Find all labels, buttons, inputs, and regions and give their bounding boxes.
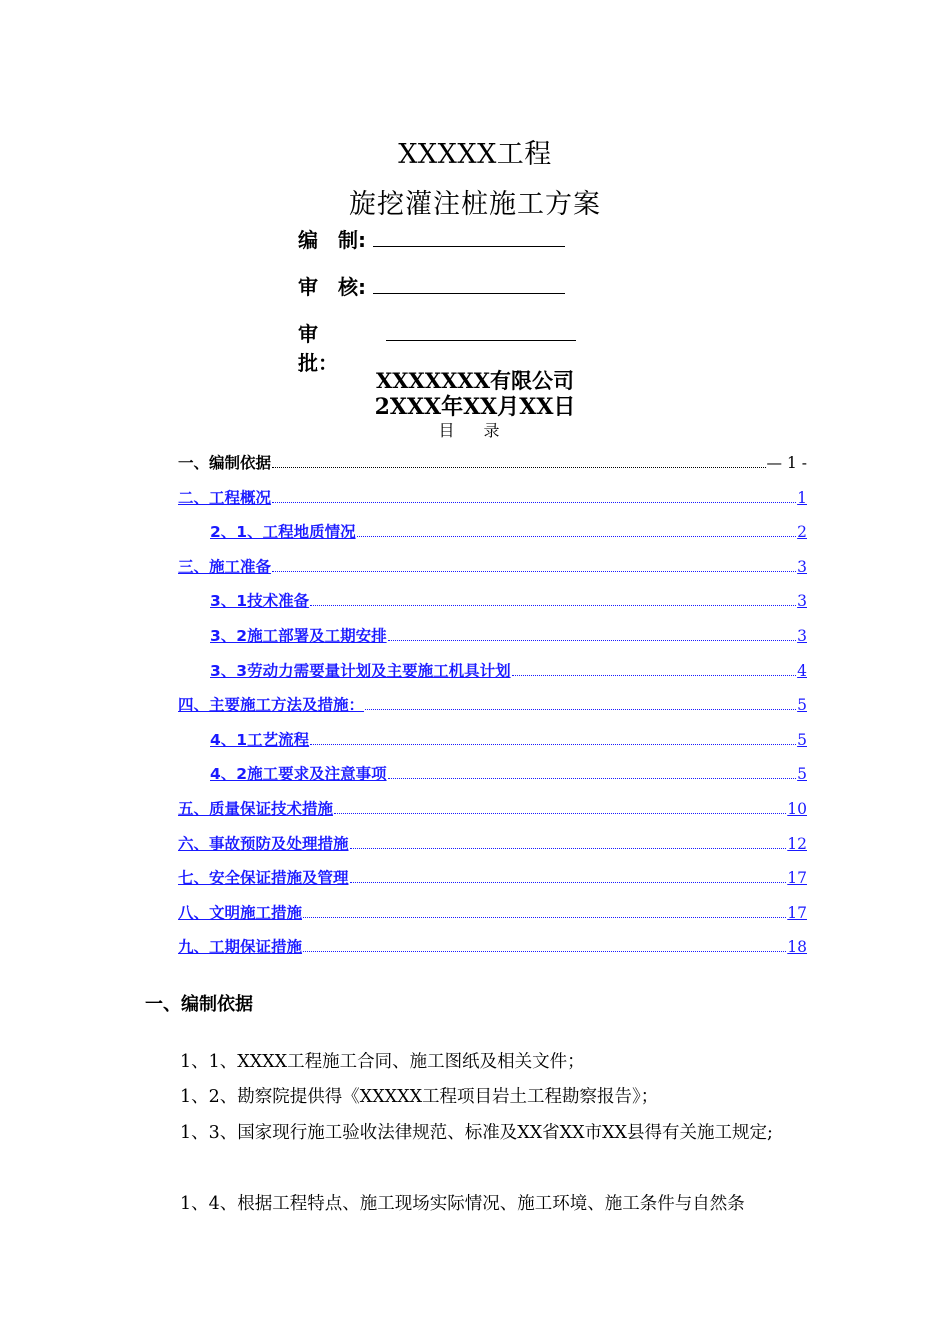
plan-title: 旋挖灌注桩施工方案 [349, 189, 601, 220]
toc-entry-title: 三、施工准备 [178, 557, 272, 576]
section-heading: 一、编制依据 [145, 994, 253, 1015]
toc-entry-title: 二、工程概况 [178, 488, 272, 507]
toc-entry-page: 2 [797, 523, 807, 542]
toc-leader-dots [334, 813, 786, 814]
toc-entry-title: 四、主要施工方法及措施： [178, 696, 365, 715]
toc-entry[interactable] [178, 555, 807, 577]
body-paragraph: 1、1、XXXX工程施工合同、施工图纸及相关文件； [180, 1052, 585, 1072]
toc-entry-page: — 1 - [766, 454, 807, 472]
toc-leader-dots [350, 848, 787, 849]
toc-entry[interactable] [178, 866, 807, 888]
toc-entry-title: 七、安全保证措施及管理 [178, 869, 349, 888]
signature-line [386, 340, 576, 341]
toc-title: 目 录 [438, 421, 512, 440]
toc-entry-title: 六、事故预防及处理措施 [178, 834, 349, 853]
toc-entry[interactable] [210, 520, 807, 542]
signature-line [373, 246, 565, 247]
body-paragraph: 1、2、勘察院提供得《XXXXX工程项目岩土工程勘察报告》； [180, 1087, 659, 1107]
toc-entry[interactable] [210, 659, 807, 681]
toc-entry[interactable] [178, 935, 807, 957]
company-name: XXXXXXX有限公司 [375, 368, 575, 393]
toc-entry [178, 451, 807, 473]
toc-entry-title: 4、1工艺流程 [210, 730, 310, 749]
toc-entry-title: 五、质量保证技术措施 [178, 800, 334, 818]
toc-entry[interactable] [210, 624, 807, 646]
toc-entry-page: 17 [787, 869, 807, 888]
toc-leader-dots [272, 467, 766, 468]
signoff-reviewer [298, 271, 370, 300]
toc-leader-dots [512, 675, 797, 676]
document-date: 2XXX年XX月XX日 [374, 394, 576, 420]
toc-entry[interactable] [178, 901, 807, 923]
toc-entry[interactable] [178, 797, 807, 819]
toc-leader-dots [272, 571, 796, 572]
toc-entry-page: 5 [797, 730, 807, 749]
toc-entry-title: 九、工期保证措施 [178, 938, 303, 957]
toc-entry-page: 4 [797, 661, 807, 680]
toc-entry-title: 2、1、工程地质情况 [210, 523, 356, 542]
toc-entry-page: 3 [797, 557, 807, 576]
toc-leader-dots [388, 640, 797, 641]
toc-leader-dots [350, 882, 787, 883]
toc-entry-title: 3、1技术准备 [210, 592, 310, 611]
toc-entry[interactable] [210, 762, 807, 784]
body-paragraph: 1、4、根据工程特点、施工现场实际情况、施工环境、施工条件与自然条 [180, 1194, 745, 1214]
signature-line [373, 293, 565, 294]
toc-entry-page: 3 [797, 627, 807, 645]
toc-leader-dots [303, 951, 786, 952]
project-title: XXXXX工程 [398, 139, 552, 170]
toc-entry-page: 18 [787, 938, 807, 957]
toc-leader-dots [272, 502, 796, 503]
toc-entry-title: 4、2施工要求及注意事项 [210, 765, 387, 784]
toc-entry-title: 3、2施工部署及工期安排 [210, 627, 387, 645]
toc-entry[interactable] [210, 728, 807, 750]
toc-entry-page: 10 [787, 800, 807, 818]
toc-leader-dots [303, 917, 786, 918]
toc-entry-page: 12 [787, 834, 807, 853]
toc-leader-dots [357, 536, 797, 537]
toc-entry-page: 5 [797, 696, 807, 715]
toc-leader-dots [310, 605, 796, 606]
signoff-label: 编 制: [298, 228, 366, 252]
toc-leader-dots [310, 744, 796, 745]
toc-entry-title: 一、编制依据 [178, 454, 272, 472]
toc-leader-dots [365, 709, 796, 710]
toc-entry[interactable] [178, 693, 807, 715]
toc-entry[interactable] [210, 589, 807, 611]
toc-entry-page: 3 [797, 592, 807, 611]
toc-entry[interactable] [178, 832, 807, 854]
toc-entry-page: 1 [797, 488, 807, 507]
toc-entry-title: 八、文明施工措施 [178, 903, 303, 922]
toc-entry-page: 17 [787, 903, 807, 922]
toc-leader-dots [388, 778, 797, 779]
toc-entry[interactable] [178, 486, 807, 508]
signoff-label: 审 核: [298, 275, 366, 299]
toc-entry-title: 3、3劳动力需要量计划及主要施工机具计划 [210, 661, 511, 680]
signoff-compiler [298, 224, 370, 253]
toc-entry-page: 5 [797, 765, 807, 784]
signoff-label: 审 批： [298, 322, 338, 375]
body-paragraph: 1、3、国家现行施工验收法律规范、标准及XX省XX市XX县得有关施工规定; [180, 1123, 773, 1143]
